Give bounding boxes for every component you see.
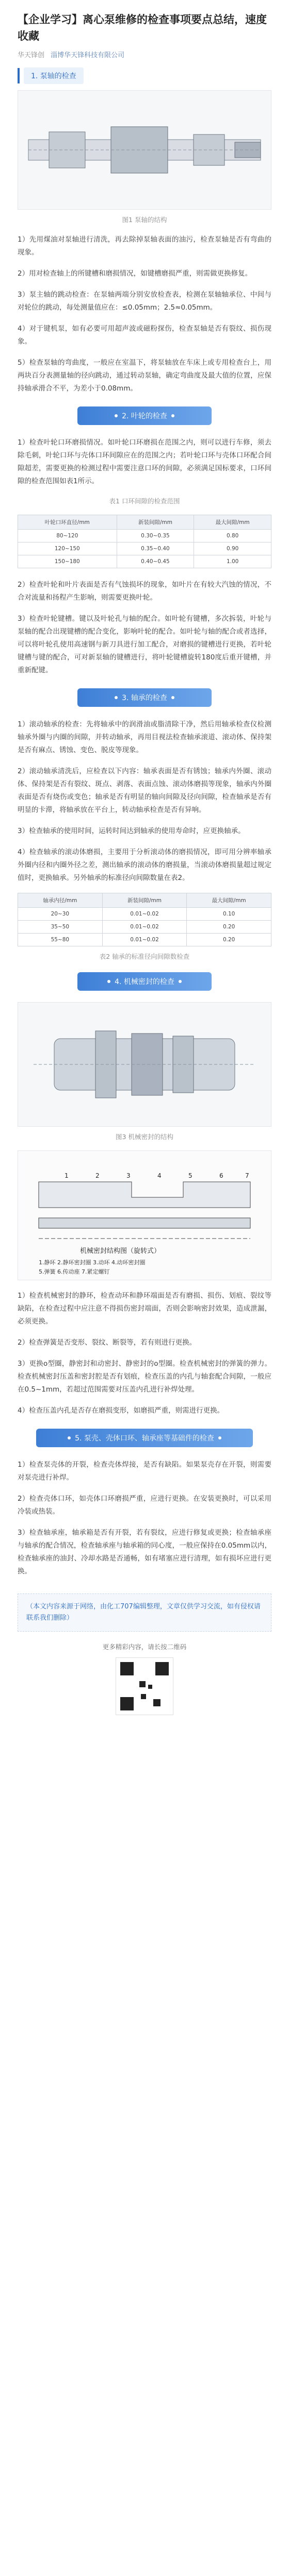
table-cell: 1.00 bbox=[194, 555, 271, 568]
paragraph: 1）先用煤油对泵轴进行清洗，再去除掉泵轴表面的油污，检查泵轴是否有弯曲的现象。 bbox=[18, 235, 271, 257]
table-header: 最大间隙/mm bbox=[187, 893, 271, 908]
table-cell: 0.01~0.02 bbox=[102, 921, 187, 934]
table-cell: 0.20 bbox=[187, 921, 271, 934]
table-cell: 0.35~0.40 bbox=[117, 543, 194, 555]
table-cell: 0.01~0.02 bbox=[102, 934, 187, 946]
banner-dot bbox=[218, 1436, 221, 1439]
banner-dot bbox=[107, 980, 110, 983]
label-6: 6 bbox=[219, 1172, 223, 1179]
table-cell: 120~150 bbox=[18, 543, 117, 555]
banner-dot bbox=[171, 696, 174, 699]
label-4: 4 bbox=[157, 1172, 162, 1179]
paragraph: 4）对于键机泵，如有必要可用超声波或磁粉探伤，检查泵轴是否有裂纹、损伤现象。 bbox=[18, 325, 271, 346]
diagram-title: 机械密封结构图（旋转式） bbox=[80, 1247, 161, 1255]
section-title: 3. 轴承的检查 bbox=[122, 694, 167, 702]
paragraph: 4）检查轴承的滚动体磨损，主要用于分析滚动体的磨损情况，即可用分辨率轴承外圈内径和内圈外径之差，测出轴承的滚动体的磨损量，当滚动体磨损量超过规定值时，更换轴承。另外轴承的标准径向间隙数量在表2。 bbox=[18, 848, 271, 882]
table-cell: 0.01~0.02 bbox=[102, 908, 187, 921]
author-name[interactable]: 华天锋创 bbox=[18, 52, 45, 59]
paragraph: 2）检查叶轮和叶片表面是否有气蚀损坏的现象，如叶片在有较大汽蚀的情况，不合对流量和扬程产生影响，则需要更换叶轮。 bbox=[18, 581, 271, 602]
table-header: 最大间隙/mm bbox=[194, 515, 271, 530]
mechanical-seal-drawing bbox=[18, 1003, 271, 1126]
paragraph: 1）滚动轴承的检查：先将轴承中的润滑油或脂清除干净，然后用轴承检查仪检测轴承外圈与内圈的间隙，并转动轴承，再用目视法检查轴承滚道、滚动体、保持架是否有麻点、锈蚀、变色、脱皮等现象。 bbox=[18, 720, 271, 754]
diagram-legend-a: 1.静环 2.静环密封圈 3.动环 4.动环密封圈 bbox=[39, 1259, 146, 1266]
paragraph: 2）检查壳体口环，如壳体口环磨损严重，应进行更换。在安装更换时，可以采用冷装或热装。 bbox=[18, 1495, 271, 1516]
banner-dot bbox=[179, 980, 182, 983]
table-header: 新装间隙/mm bbox=[117, 515, 194, 530]
section-bar bbox=[18, 68, 20, 83]
table-cell: 0.30~0.35 bbox=[117, 530, 194, 543]
table-row bbox=[18, 934, 271, 946]
label-3: 3 bbox=[126, 1172, 131, 1179]
table-row bbox=[18, 530, 271, 543]
table-cell: 150~180 bbox=[18, 555, 117, 568]
table-cell: 0.10 bbox=[187, 908, 271, 921]
table-cell: 0.90 bbox=[194, 543, 271, 555]
pump-shaft-figure bbox=[18, 90, 271, 210]
paragraph: 1）检查叶轮口环磨损情况。如叶轮口环磨损在范围之内，则可以进行车修，须去除毛刺，叶轮口环与壳体口环间隙应在的范围之内；若叶轮口环与壳体口环配合间隙超差，需要更换的检测过程中需要注意口环的间隙，必须满足国标要求，口环间隙的检查范围如表1所示。 bbox=[18, 438, 271, 485]
fig3-caption: 图3 机械密封的结构 bbox=[116, 1133, 173, 1141]
section-title: 2. 叶轮的检查 bbox=[122, 412, 167, 420]
source-note: （本文内容来源于网络，由化工707编辑整理，文章仅供学习交流，如有侵权请联系我们删除） bbox=[18, 1594, 271, 1632]
paragraph: 5）检查泵轴的弯曲度，一般应在室温下，将泵轴放在车床上或专用检查台上，用两块百分表测量轴的径向跳动，通过转动泵轴，确定弯曲度及最大值的位置，应保持轴承滑合不平，为差小于0.08mm。 bbox=[18, 359, 271, 393]
banner-dot bbox=[115, 414, 118, 417]
paragraph: 2）滚动轴承清洗后，应检查以下内容：轴承表面是否有锈蚀；轴承内外圈、滚动体、保持架是否有裂纹、斑点、剥落、表面点蚀、滚动体磨损等现象，轴承内外圈表面是否有烧伤或变色；轴承是否有明显的轴向间隙及径向间隙，检查轴承是否有明显的卡滞，将轴承放在平台上，转动轴承检查是否有异响。 bbox=[18, 767, 271, 814]
table-row bbox=[18, 555, 271, 568]
label-5: 5 bbox=[188, 1172, 192, 1179]
seal-structure-svg bbox=[18, 1151, 271, 1280]
table-cell: 80~120 bbox=[18, 530, 117, 543]
tab2-caption: 表2 轴承的标准径向间隙数检查 bbox=[99, 953, 190, 960]
article-content bbox=[0, 11, 289, 1715]
paragraph: 3）检查轴承的使用时间，运转时间达到轴承的使用寿命时，应更换轴承。 bbox=[18, 827, 245, 835]
paragraph: 1）检查泵壳体的开裂，检查壳体焊接，是否有缺陷。如果泵壳存在开裂，则需要对泵壳进行补焊。 bbox=[18, 1461, 271, 1482]
paragraph: 2）检查弹簧是否变形、裂纹、断裂等，若有则进行更换。 bbox=[18, 1338, 197, 1347]
spacer bbox=[18, 1280, 271, 1290]
table-row bbox=[18, 908, 271, 921]
tab1-caption: 表1 口环间隙的检查范围 bbox=[109, 497, 180, 505]
section-banner-2 bbox=[77, 406, 212, 425]
banner-dot bbox=[171, 414, 174, 417]
pump-shaft-drawing bbox=[18, 91, 271, 209]
bearing-clearance-table bbox=[18, 893, 271, 946]
mechanical-seal-photo bbox=[18, 1002, 271, 1127]
section-banner-4 bbox=[77, 972, 212, 991]
table-cell: 35~50 bbox=[18, 921, 103, 934]
seal-structure-diagram bbox=[18, 1150, 271, 1280]
table-cell: 0.20 bbox=[187, 934, 271, 946]
table-cell: 0.80 bbox=[194, 530, 271, 543]
table-cell: 20~30 bbox=[18, 908, 103, 921]
footer-line: 更多精彩内容，请长按二维码 bbox=[102, 1643, 187, 1651]
label-1: 1 bbox=[65, 1172, 69, 1179]
table-row bbox=[18, 921, 271, 934]
table-row bbox=[18, 543, 271, 555]
article-title: 【企业学习】离心泵维修的检查事项要点总结，速度收藏 bbox=[18, 13, 267, 42]
section-header-1 bbox=[18, 67, 271, 84]
diagram-legend-b: 5.弹簧 6.传动座 7.紧定螺钉 bbox=[39, 1268, 110, 1275]
table-header-row bbox=[18, 893, 271, 908]
section-title: 4. 机械密封的检查 bbox=[115, 978, 174, 986]
article-meta bbox=[18, 49, 271, 59]
account-name[interactable]: 淄博华天锋科技有限公司 bbox=[51, 52, 125, 59]
label-2: 2 bbox=[95, 1172, 100, 1179]
paragraph: 4）检查压盖内孔是否存在磨损变形，如磨损严重，则需进行更换。 bbox=[18, 1406, 224, 1415]
section-banner-5 bbox=[36, 1429, 253, 1447]
banner-dot bbox=[115, 696, 118, 699]
paragraph: 3）检查叶轮键槽。键以及叶轮孔与轴的配合。如叶轮有键槽，多次拆装，叶轮与泵轴的配合出现键槽的配合变化，影响叶轮的配合。如叶轮与轴的配合或者选择，可以将叶轮孔使用高速钢与新刀具进行加工配合，对磨损的键槽进行更换，若叶轮键槽与键的配合，可对新泵轴的键槽进行，将叶轮键槽旋转180度后重开键槽，并重新配键。 bbox=[18, 615, 271, 674]
table-header: 叶轮口环直径/mm bbox=[18, 515, 117, 530]
paragraph: 2）用对检查轴上的所键槽和磨损情况，如键槽磨损严重，则需做更换修复。 bbox=[18, 269, 252, 278]
paragraph: 1）检查机械密封的静环，检查动环和静环端面是否有磨损、损伤、划痕、裂纹等缺陷，在检查过程中应注意不得损伤密封端面，否则会影响密封效果，造成泄漏，必须更换。 bbox=[18, 1292, 271, 1326]
paragraph: 3）泵主轴的跳动检查：在泵轴两端分别安放检查表，检测在泵轴轴承位、中间与对轮位的跳动，每处测量值应在：≤0.05mm；2.5≈0.05mm。 bbox=[18, 291, 271, 312]
section-banner-3 bbox=[77, 688, 212, 707]
clearance-table bbox=[18, 515, 271, 568]
paragraph: 3）更换o型圈，静密封和动密封、静密封的o型圈。检查机械密封的弹簧的弹力。检查机械密封压盖和密封腔是否有划痕，检查压盖的内孔与轴套配合间隙，一般应在0.5~1mm，若超过范围需要对压盖内孔进行补焊处理。 bbox=[18, 1360, 271, 1394]
footer bbox=[18, 1642, 271, 1715]
article-page bbox=[0, 11, 289, 2576]
section-title: 5. 泵壳、壳体口环、轴承座等基础件的检查 bbox=[75, 1434, 214, 1443]
label-7: 7 bbox=[245, 1172, 249, 1179]
paragraph: 3）检查轴承座，轴承箱是否有开裂，若有裂纹，应进行修复或更换；检查轴承座与轴承的配合情况，检查轴承座与轴承箱的同心度，一般应保持在0.05mm以内，检查轴承座的油封、冷却水路是否通畅，如有堵塞应进行清理，如有损坏应进行更换。 bbox=[18, 1529, 271, 1575]
section-title: 1. 泵轴的检查 bbox=[24, 67, 84, 84]
table-header: 轴承内径/mm bbox=[18, 893, 103, 908]
qr-code[interactable] bbox=[116, 1657, 173, 1715]
banner-dot bbox=[68, 1436, 71, 1439]
spacer bbox=[18, 571, 271, 579]
table-header-row bbox=[18, 515, 271, 530]
fig1-caption: 图1 泵轴的结构 bbox=[122, 216, 167, 224]
table-cell: 55~80 bbox=[18, 934, 103, 946]
table-cell: 0.40~0.45 bbox=[117, 555, 194, 568]
table-header: 新装间隙/mm bbox=[102, 893, 187, 908]
